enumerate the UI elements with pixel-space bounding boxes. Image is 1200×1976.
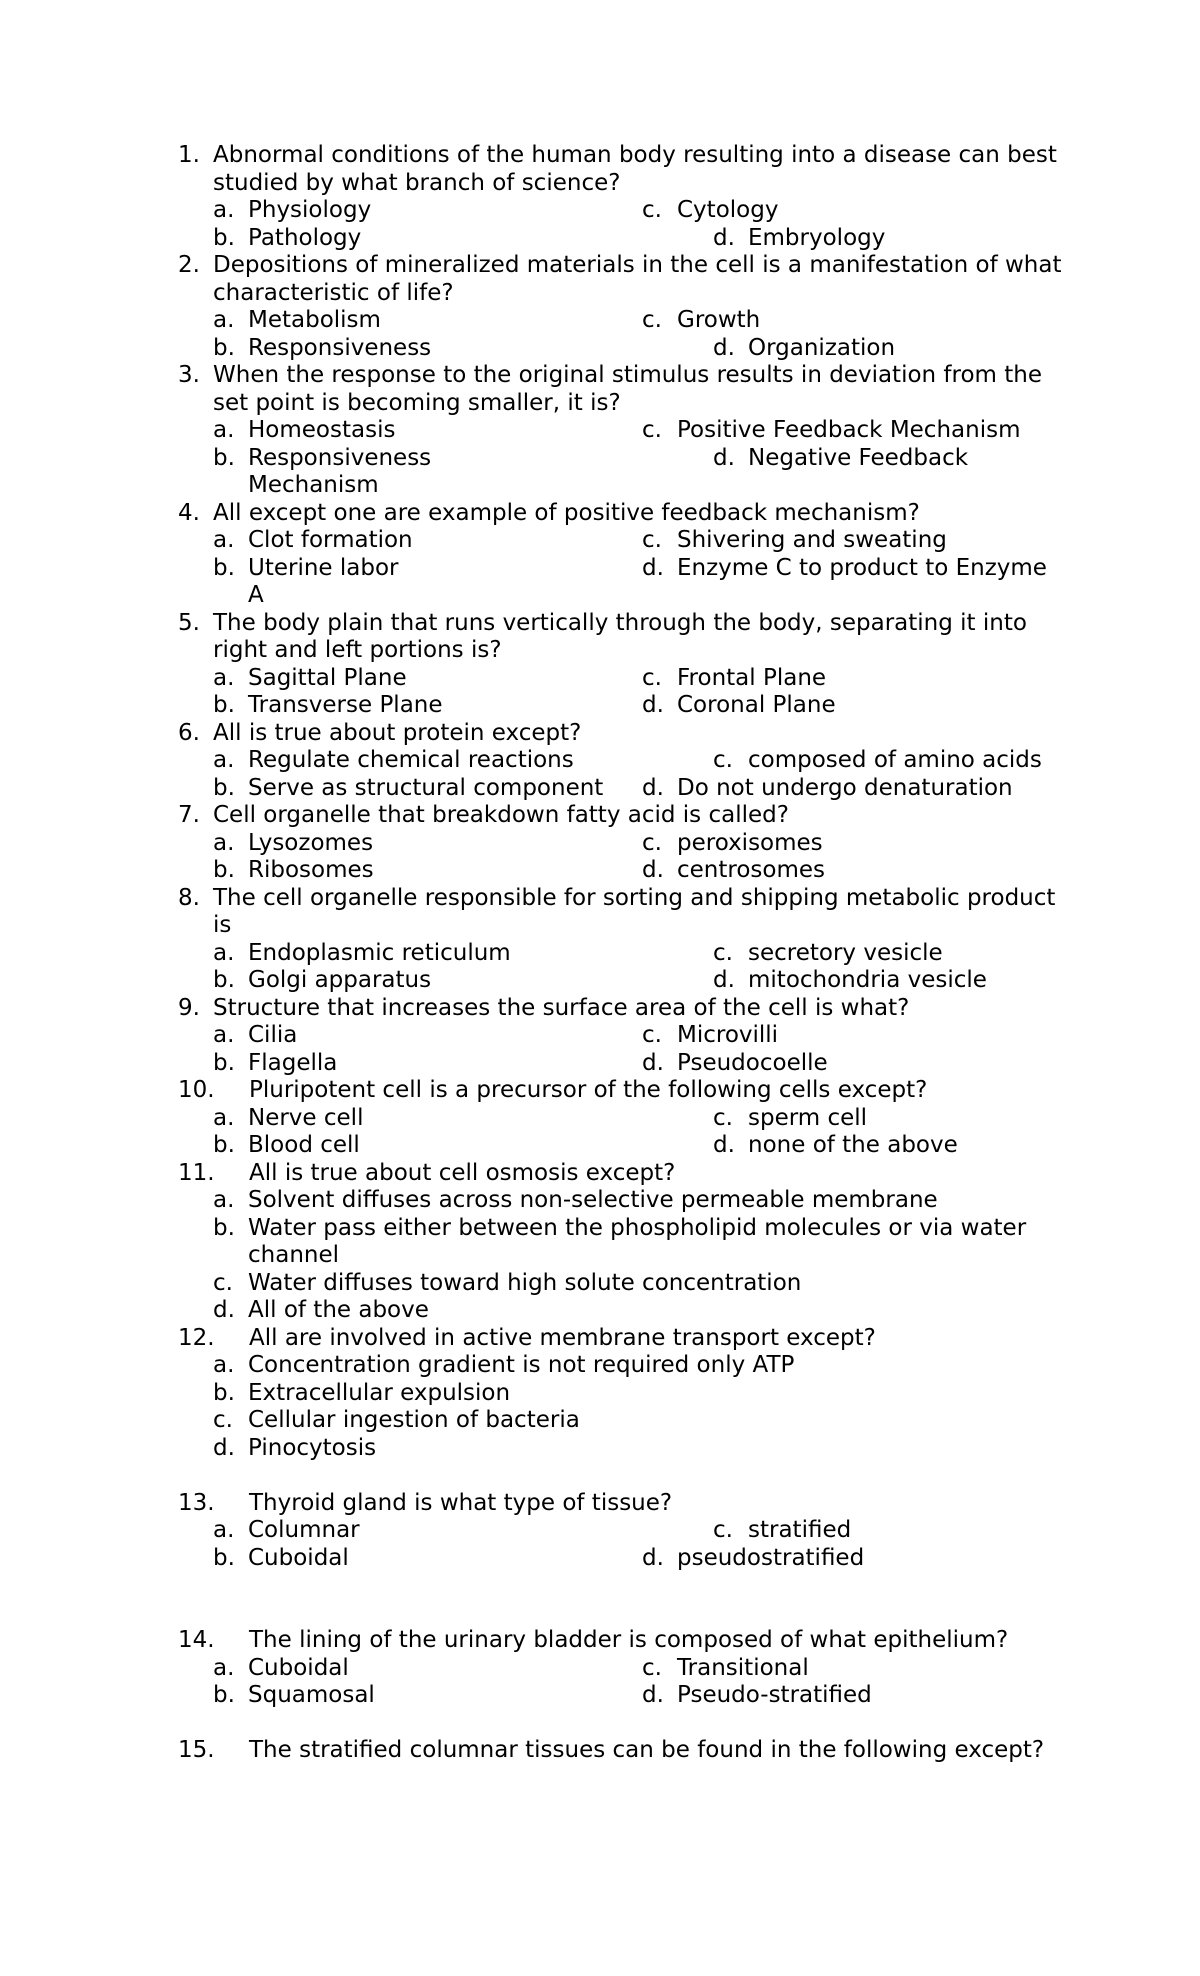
option-text: Extracellular expulsion [248, 1379, 511, 1406]
question-4 [178, 500, 1078, 528]
answer-option [178, 1215, 1078, 1270]
option-letter: b. [213, 1379, 235, 1406]
question-12 [178, 1325, 1078, 1353]
answer-option [713, 967, 987, 995]
option-text: Uterine labor [248, 554, 399, 581]
option-letter: a. [213, 939, 235, 966]
question-text: Thyroid gland is what type of tissue? [249, 1489, 673, 1516]
option-letter: b. [213, 444, 235, 471]
answer-option [642, 830, 823, 858]
option-text: secretory vesicle [748, 939, 943, 966]
option-text: Microvilli [677, 1022, 779, 1048]
option-letter: c. [713, 1104, 733, 1131]
option-letter: b. [213, 224, 235, 251]
question-number: 3. [178, 362, 200, 388]
option-letter: c. [213, 1269, 233, 1296]
question-text: All is true about cell osmosis except? [249, 1159, 676, 1186]
option-text: Water pass either between the phospholipid molecules or via water channel [248, 1214, 1027, 1268]
option-letter: b. [213, 692, 235, 718]
question-text: The body plain that runs vertically through the body, separating it into right and left portions is? [213, 609, 1027, 663]
option-text: Concentration gradient is not required only ATP [248, 1352, 795, 1378]
option-text: Cuboidal [248, 1544, 349, 1571]
option-text: sperm cell [748, 1104, 868, 1131]
question-number: 9. [178, 994, 200, 1021]
answer-row [178, 967, 1078, 995]
blank-line [178, 1572, 1078, 1627]
answer-option [213, 665, 407, 693]
answer-row [178, 445, 1078, 473]
option-letter: b. [213, 554, 235, 581]
option-text: peroxisomes [677, 829, 823, 856]
option-text: none of the above [748, 1132, 958, 1158]
question-text: Abnormal conditions of the human body resulting into a disease can best studied by what branch of science? [213, 142, 1057, 196]
option-letter: a. [213, 1187, 235, 1213]
option-letter: a. [213, 197, 235, 223]
option-letter: d. [642, 857, 664, 883]
question-13 [178, 1490, 1078, 1518]
option-text: Cellular ingestion of bacteria [248, 1407, 580, 1433]
option-letter: d. [713, 444, 735, 471]
answer-option [178, 1187, 1078, 1215]
option-text: Solvent diffuses across non-selective permeable membrane [248, 1187, 938, 1213]
answer-option [642, 857, 825, 885]
answer-option [178, 1270, 1078, 1298]
question-number: 1. [178, 142, 200, 168]
question-number: 4. [178, 499, 200, 526]
answer-option [213, 1132, 360, 1160]
option-letter: d. [213, 1434, 235, 1461]
answer-option [642, 1682, 872, 1710]
option-letter: c. [642, 307, 662, 333]
answer-option [213, 197, 371, 225]
question-text: The stratified columnar tissues can be found in the following except? [249, 1737, 1045, 1763]
question-text: All except one are example of positive feedback mechanism? [213, 499, 920, 526]
answer-option [713, 1105, 867, 1133]
option-text: Squamosal [248, 1682, 375, 1708]
question-number: 12. [178, 1324, 215, 1351]
answer-row [178, 225, 1078, 253]
answer-option [642, 775, 1013, 803]
answer-option [213, 1022, 297, 1050]
answer-option [642, 307, 760, 335]
option-text: Coronal Plane [677, 692, 836, 718]
option-text: stratified [748, 1517, 852, 1543]
question-2 [178, 252, 1078, 307]
answer-option [642, 692, 836, 720]
option-text: Cuboidal [248, 1654, 349, 1681]
answer-row [178, 307, 1078, 335]
option-text: Nerve cell [248, 1104, 364, 1131]
answer-option [642, 417, 1020, 445]
answer-option [213, 1050, 337, 1078]
answer-option [213, 1682, 375, 1710]
answer-row [178, 1517, 1078, 1545]
answer-option [642, 665, 826, 693]
option-text: Ribosomes [248, 857, 374, 883]
question-11 [178, 1160, 1078, 1188]
answer-row [178, 857, 1078, 885]
answer-option [713, 1517, 851, 1545]
option-letter: b. [213, 1214, 235, 1241]
option-text: Transverse Plane [248, 692, 443, 718]
answer-option [178, 1407, 1078, 1435]
option-letter: c. [713, 1517, 733, 1543]
option-text: All of the above [248, 1297, 429, 1323]
answer-option [213, 335, 431, 363]
answer-row [178, 197, 1078, 225]
answer-option [178, 1297, 1078, 1325]
answer-option [213, 857, 374, 885]
option-letter: c. [642, 527, 662, 553]
option-continuation: Mechanism [248, 472, 379, 498]
question-7 [178, 802, 1078, 830]
answer-option [642, 555, 1047, 583]
answer-option [713, 225, 885, 253]
answer-option [713, 1132, 958, 1160]
answer-row [178, 1545, 1078, 1573]
option-letter: d. [642, 692, 664, 718]
question-text: The cell organelle responsible for sorting and shipping metabolic product is [213, 884, 1056, 938]
option-text: Golgi apparatus [248, 967, 432, 993]
answer-row [178, 555, 1078, 583]
option-text: Do not undergo denaturation [677, 774, 1013, 801]
option-letter: d. [642, 1682, 664, 1708]
option-letter: a. [213, 307, 235, 333]
option-text: Embryology [748, 224, 886, 251]
option-letter: b. [213, 857, 235, 883]
option-letter: d. [642, 1049, 664, 1076]
answer-row [178, 1655, 1078, 1683]
question-8 [178, 885, 1078, 940]
answer-option [213, 967, 431, 995]
answer-row [178, 692, 1078, 720]
option-text: pseudostratified [677, 1544, 865, 1571]
option-letter: d. [713, 967, 735, 993]
option-text: Transitional [677, 1654, 809, 1681]
answer-option [642, 1655, 809, 1683]
option-text: Shivering and sweating [677, 527, 947, 553]
option-text: Responsiveness [248, 334, 432, 361]
answer-option [713, 747, 1042, 775]
answer-option [213, 830, 373, 858]
option-letter: b. [213, 1682, 235, 1708]
option-letter: a. [213, 1104, 235, 1131]
question-number: 5. [178, 609, 200, 636]
answer-row [178, 665, 1078, 693]
option-text: composed of amino acids [748, 747, 1042, 773]
answer-option [213, 775, 603, 803]
answer-row [178, 335, 1078, 363]
answer-row [178, 940, 1078, 968]
answer-option [713, 335, 895, 363]
answer-option [213, 1545, 349, 1573]
question-text: Structure that increases the surface area of the cell is what? [213, 994, 910, 1021]
answer-row [178, 1682, 1078, 1710]
option-text: Lysozomes [248, 829, 374, 856]
option-text: Clot formation [248, 527, 413, 553]
option-letter: b. [213, 967, 235, 993]
answer-option [178, 1435, 1078, 1463]
option-letter: a. [213, 1022, 235, 1048]
question-3 [178, 362, 1078, 417]
question-10 [178, 1077, 1078, 1105]
answer-option [642, 197, 778, 225]
question-text: All are involved in active membrane transport except? [249, 1324, 876, 1351]
option-text: Negative Feedback [748, 444, 969, 471]
option-letter: c. [642, 1654, 662, 1681]
option-text: Pinocytosis [248, 1434, 377, 1461]
option-letter: d. [642, 774, 664, 801]
question-text: Depositions of mineralized materials in the cell is a manifestation of what characteristic of life? [213, 252, 1062, 306]
answer-option [213, 527, 413, 555]
option-text: centrosomes [677, 857, 826, 883]
question-6 [178, 720, 1078, 748]
option-text: Responsiveness [248, 444, 432, 471]
answer-option [642, 1050, 828, 1078]
option-text: Columnar [248, 1517, 360, 1543]
option-letter: b. [213, 1132, 235, 1158]
option-letter: a. [213, 1654, 235, 1681]
option-text: Organization [748, 334, 896, 361]
option-letter: d. [642, 1544, 664, 1571]
answer-row [178, 830, 1078, 858]
option-text: Cilia [248, 1022, 298, 1048]
option-letter: c. [642, 664, 662, 691]
option-text: Pseudocoelle [677, 1049, 828, 1076]
option-text: Cytology [677, 197, 779, 223]
question-number: 15. [178, 1737, 215, 1763]
question-5 [178, 610, 1078, 665]
question-number: 10. [178, 1077, 215, 1103]
option-letter: a. [213, 527, 235, 553]
option-text: Water diffuses toward high solute concentration [248, 1269, 802, 1296]
blank-line [178, 1462, 1078, 1490]
question-number: 7. [178, 802, 200, 828]
option-text: Sagittal Plane [248, 664, 407, 691]
option-text: Enzyme C to product to Enzyme [677, 554, 1047, 581]
answer-option [213, 307, 381, 335]
answer-option [213, 940, 511, 968]
question-number: 6. [178, 719, 200, 746]
answer-option [213, 445, 431, 473]
option-letter: d. [213, 1297, 235, 1323]
answer-option [642, 527, 947, 555]
option-letter: d. [642, 554, 664, 581]
answer-option [213, 1517, 360, 1545]
option-letter: a. [213, 747, 235, 773]
answer-option [213, 225, 361, 253]
option-letter: a. [213, 1352, 235, 1378]
question-15 [178, 1737, 1078, 1765]
option-text: Physiology [248, 197, 372, 223]
option-letter: a. [213, 1517, 235, 1543]
option-text: Metabolism [248, 307, 381, 333]
answer-option [713, 445, 968, 473]
question-1 [178, 142, 1078, 197]
option-continuation: A [248, 582, 264, 608]
answer-option [213, 747, 574, 775]
option-text: Blood cell [248, 1132, 360, 1158]
option-letter: a. [213, 829, 235, 856]
option-text: Endoplasmic reticulum [248, 939, 511, 966]
answer-option [178, 1380, 1078, 1408]
answer-row [178, 1050, 1078, 1078]
option-letter: c. [713, 747, 733, 773]
option-letter: c. [642, 197, 662, 223]
answer-option [713, 940, 943, 968]
option-text: Serve as structural component [248, 774, 604, 801]
option-text: Pathology [248, 224, 362, 251]
option-letter: d. [713, 334, 735, 361]
option-letter: b. [213, 1544, 235, 1571]
option-letter: c. [642, 1022, 662, 1048]
question-text: All is true about protein except? [213, 719, 582, 746]
option-text: Homeostasis [248, 417, 396, 443]
option-letter: d. [713, 224, 735, 251]
answer-row [178, 747, 1078, 775]
option-text: Flagella [248, 1049, 338, 1076]
option-text: mitochondria vesicle [748, 967, 987, 993]
question-number: 11. [178, 1159, 215, 1186]
option-text: Growth [677, 307, 761, 333]
blank-line [178, 1710, 1078, 1738]
answer-row [178, 417, 1078, 445]
answer-row [178, 1132, 1078, 1160]
option-letter: c. [213, 1407, 233, 1433]
answer-option [642, 1022, 778, 1050]
option-letter: d. [713, 1132, 735, 1158]
question-number: 8. [178, 884, 200, 911]
option-text: Frontal Plane [677, 664, 827, 691]
question-number: 13. [178, 1489, 215, 1516]
option-letter: c. [642, 829, 662, 856]
option-letter: c. [642, 417, 662, 443]
answer-row [178, 1022, 1078, 1050]
option-text: Regulate chemical reactions [248, 747, 574, 773]
option-letter: b. [213, 1049, 235, 1076]
answer-option [213, 1105, 363, 1133]
option-text: Pseudo-stratified [677, 1682, 872, 1708]
answer-option [213, 417, 395, 445]
option-letter: c. [713, 939, 733, 966]
answer-row [178, 527, 1078, 555]
question-text: Cell organelle that breakdown fatty acid is called? [213, 802, 789, 828]
question-9 [178, 995, 1078, 1023]
option-letter: a. [213, 417, 235, 443]
question-number: 14. [178, 1627, 215, 1653]
option-letter: b. [213, 334, 235, 361]
question-number: 2. [178, 252, 200, 278]
question-list [178, 142, 1078, 1765]
question-14 [178, 1627, 1078, 1655]
option-letter: a. [213, 664, 235, 691]
answer-option [642, 1545, 864, 1573]
answer-option [213, 692, 443, 720]
answer-option [178, 1352, 1078, 1380]
question-text: Pluripotent cell is a precursor of the following cells except? [249, 1077, 928, 1103]
answer-option [213, 555, 399, 583]
question-text: When the response to the original stimulus results in deviation from the set point is becoming smaller, it is? [213, 362, 1042, 416]
option-text: Positive Feedback Mechanism [677, 417, 1021, 443]
answer-row [178, 1105, 1078, 1133]
question-text: The lining of the urinary bladder is composed of what epithelium? [249, 1627, 1009, 1653]
answer-option [213, 1655, 349, 1683]
option-letter: b. [213, 774, 235, 801]
answer-row [178, 775, 1078, 803]
